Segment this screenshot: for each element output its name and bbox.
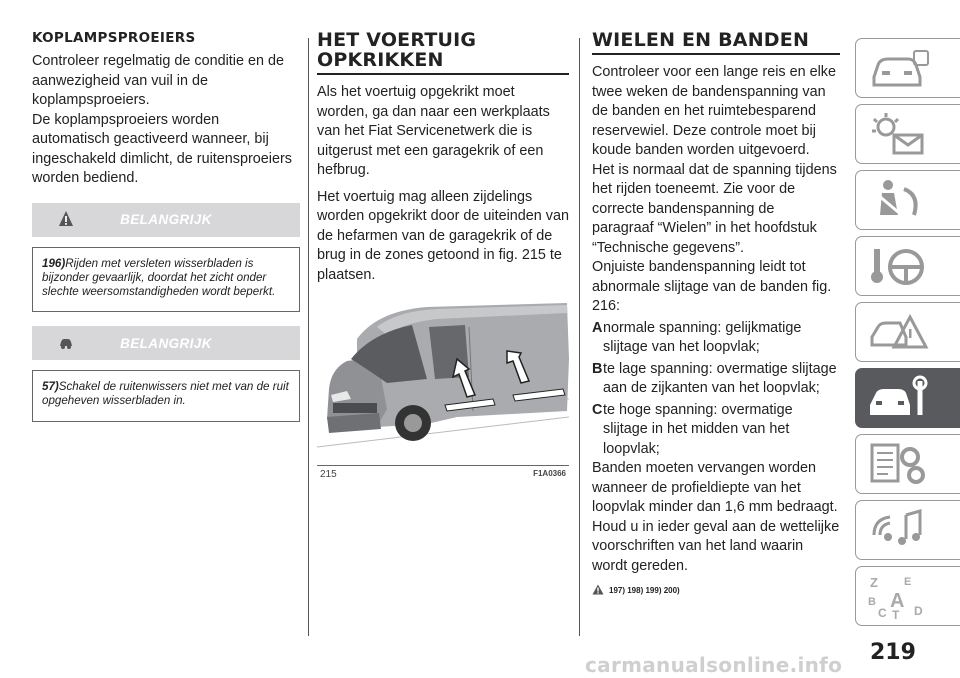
watermark: carmanualsonline.info bbox=[585, 653, 843, 677]
paragraph: Het voertuig mag alleen zijdelings worden opgekrikt door de uiteinden van de hefarmen van de garagekrik of de brug in de zones getoond in fig. 215 te plaatsen. bbox=[317, 188, 570, 283]
warning-references bbox=[592, 584, 840, 595]
figure-caption bbox=[317, 465, 569, 479]
section-heading-headlamp-washers: KOPLAMPSPROEIERS bbox=[32, 30, 196, 46]
chapter-tab-warning-lights[interactable] bbox=[855, 104, 960, 164]
car-dashboard-icon bbox=[864, 43, 934, 93]
section-heading-wheels-tyres: WIELEN EN BANDEN bbox=[592, 30, 840, 55]
figure-code: F1A0366 bbox=[533, 469, 566, 478]
van-illustration bbox=[317, 299, 569, 461]
notice-ref: 57) bbox=[42, 380, 59, 394]
chapter-tab-maintenance[interactable] bbox=[855, 368, 960, 428]
index-letter: C bbox=[878, 606, 887, 620]
paragraph: Het is normaal dat de spanning tijdens het rijden toeneemt. Zie voor de correcte bandenspanning de paragraaf “Wielen” in het hoofdstuk “Technische gegevens”. bbox=[592, 161, 837, 256]
notice-box bbox=[32, 370, 300, 421]
warning-title: BELANGRIJK bbox=[120, 212, 212, 227]
figure-van-jacking bbox=[317, 299, 569, 461]
references-text: 197) 198) 199) 200) bbox=[609, 586, 680, 595]
index-letter: E bbox=[904, 576, 912, 588]
warning-header bbox=[32, 203, 300, 237]
multimedia-icon bbox=[864, 505, 934, 555]
index-letters-icon bbox=[864, 571, 934, 621]
figure-number: 215 bbox=[320, 469, 337, 480]
index-letter: B bbox=[868, 596, 876, 608]
section-heading-jacking bbox=[317, 30, 569, 75]
warning-triangle-icon bbox=[592, 584, 604, 595]
lights-message-icon bbox=[864, 109, 934, 159]
list-item bbox=[592, 360, 840, 399]
paragraph: Banden moeten vervangen worden wanneer de profieldiepte van het loopvlak minder dan 1,6 mm bedraagt. Houd u in ieder geval aan de wettelijke voorschriften van het land waarin wordt gereden. bbox=[592, 460, 840, 574]
key-steering-wheel-icon bbox=[864, 241, 934, 291]
list-item bbox=[592, 401, 840, 460]
list-item bbox=[592, 319, 840, 358]
paragraph: Als het voertuig opgekrikt moet worden, ga dan naar een werkplaats van het Fiat Servicenetwerk die is uitgerust met een garagekrik of een hefbrug. bbox=[317, 84, 550, 178]
paragraph: Controleer regelmatig de conditie en de aanwezigheid van vuil in de koplampsproeiers. bbox=[32, 53, 284, 108]
column-divider bbox=[308, 38, 309, 636]
car-wrench-icon bbox=[864, 373, 934, 423]
paragraph: Onjuiste bandenspanning leidt tot abnormale slijtage van de banden fig. 216: bbox=[592, 259, 832, 314]
warning-text: Rijden met versleten wisserbladen is bijzonder gevaarlijk, doordat het zicht onder slechte weersomstandigheden wordt beperkt. bbox=[42, 256, 276, 298]
list-label: B bbox=[592, 360, 603, 377]
list-text: te hoge spanning: overmatige slijtage in het midden van het loopvlak; bbox=[603, 401, 793, 457]
notice-title: BELANGRIJK bbox=[120, 335, 212, 351]
paragraph: Controleer voor een lange reis en elke twee weken de bandenspanning van de banden en het ruimtebesparend reservewiel. Deze controle moet bij koude banden worden uitgevoerd. bbox=[592, 64, 836, 158]
chapter-tab-multimedia[interactable] bbox=[855, 500, 960, 560]
chapter-tab-emergency[interactable] bbox=[855, 302, 960, 362]
index-letter: D bbox=[914, 604, 923, 618]
heading-line: HET VOERTUIG bbox=[317, 29, 477, 51]
car-notice-icon bbox=[58, 333, 74, 351]
paragraph: De koplampsproeiers worden automatisch geactiveerd wanneer, bij ingeschakeld dimlicht, de ruitensproeiers worden bediend. bbox=[32, 111, 292, 186]
chapter-tab-starting-driving[interactable] bbox=[855, 236, 960, 296]
page-number: 219 bbox=[870, 640, 916, 665]
column-wheels-tyres bbox=[592, 30, 840, 595]
heading-line: OPKRIKKEN bbox=[317, 49, 444, 71]
notice-header bbox=[32, 326, 300, 360]
technical-data-icon bbox=[864, 439, 934, 489]
chapter-tab-technical-data[interactable] bbox=[855, 434, 960, 494]
warning-ref: 196) bbox=[42, 256, 66, 270]
list-text: te lage spanning: overmatige slijtage aan de zijkanten van het loopvlak; bbox=[603, 360, 837, 396]
chapter-tab-knowing-vehicle[interactable] bbox=[855, 38, 960, 98]
warning-triangle-icon bbox=[58, 210, 74, 228]
list-label: A bbox=[592, 319, 603, 336]
column-divider bbox=[579, 38, 580, 636]
chapter-tab-safety[interactable] bbox=[855, 170, 960, 230]
notice-text: Schakel de ruitenwissers niet met van de ruit opgeheven wisserbladen in. bbox=[42, 380, 289, 408]
index-letter: A bbox=[890, 590, 905, 612]
emergency-car-icon bbox=[864, 307, 934, 357]
column-jacking bbox=[317, 30, 569, 479]
index-letter: T bbox=[892, 608, 900, 621]
airbag-seatbelt-icon bbox=[864, 175, 934, 225]
chapter-tab-index[interactable] bbox=[855, 566, 960, 626]
column-headlamp-washers bbox=[32, 30, 300, 422]
index-letter: Z bbox=[870, 575, 878, 590]
list-text: normale spanning: gelijkmatige slijtage van het loopvlak; bbox=[603, 319, 802, 355]
list-label: C bbox=[592, 401, 603, 418]
warning-box bbox=[32, 247, 300, 313]
